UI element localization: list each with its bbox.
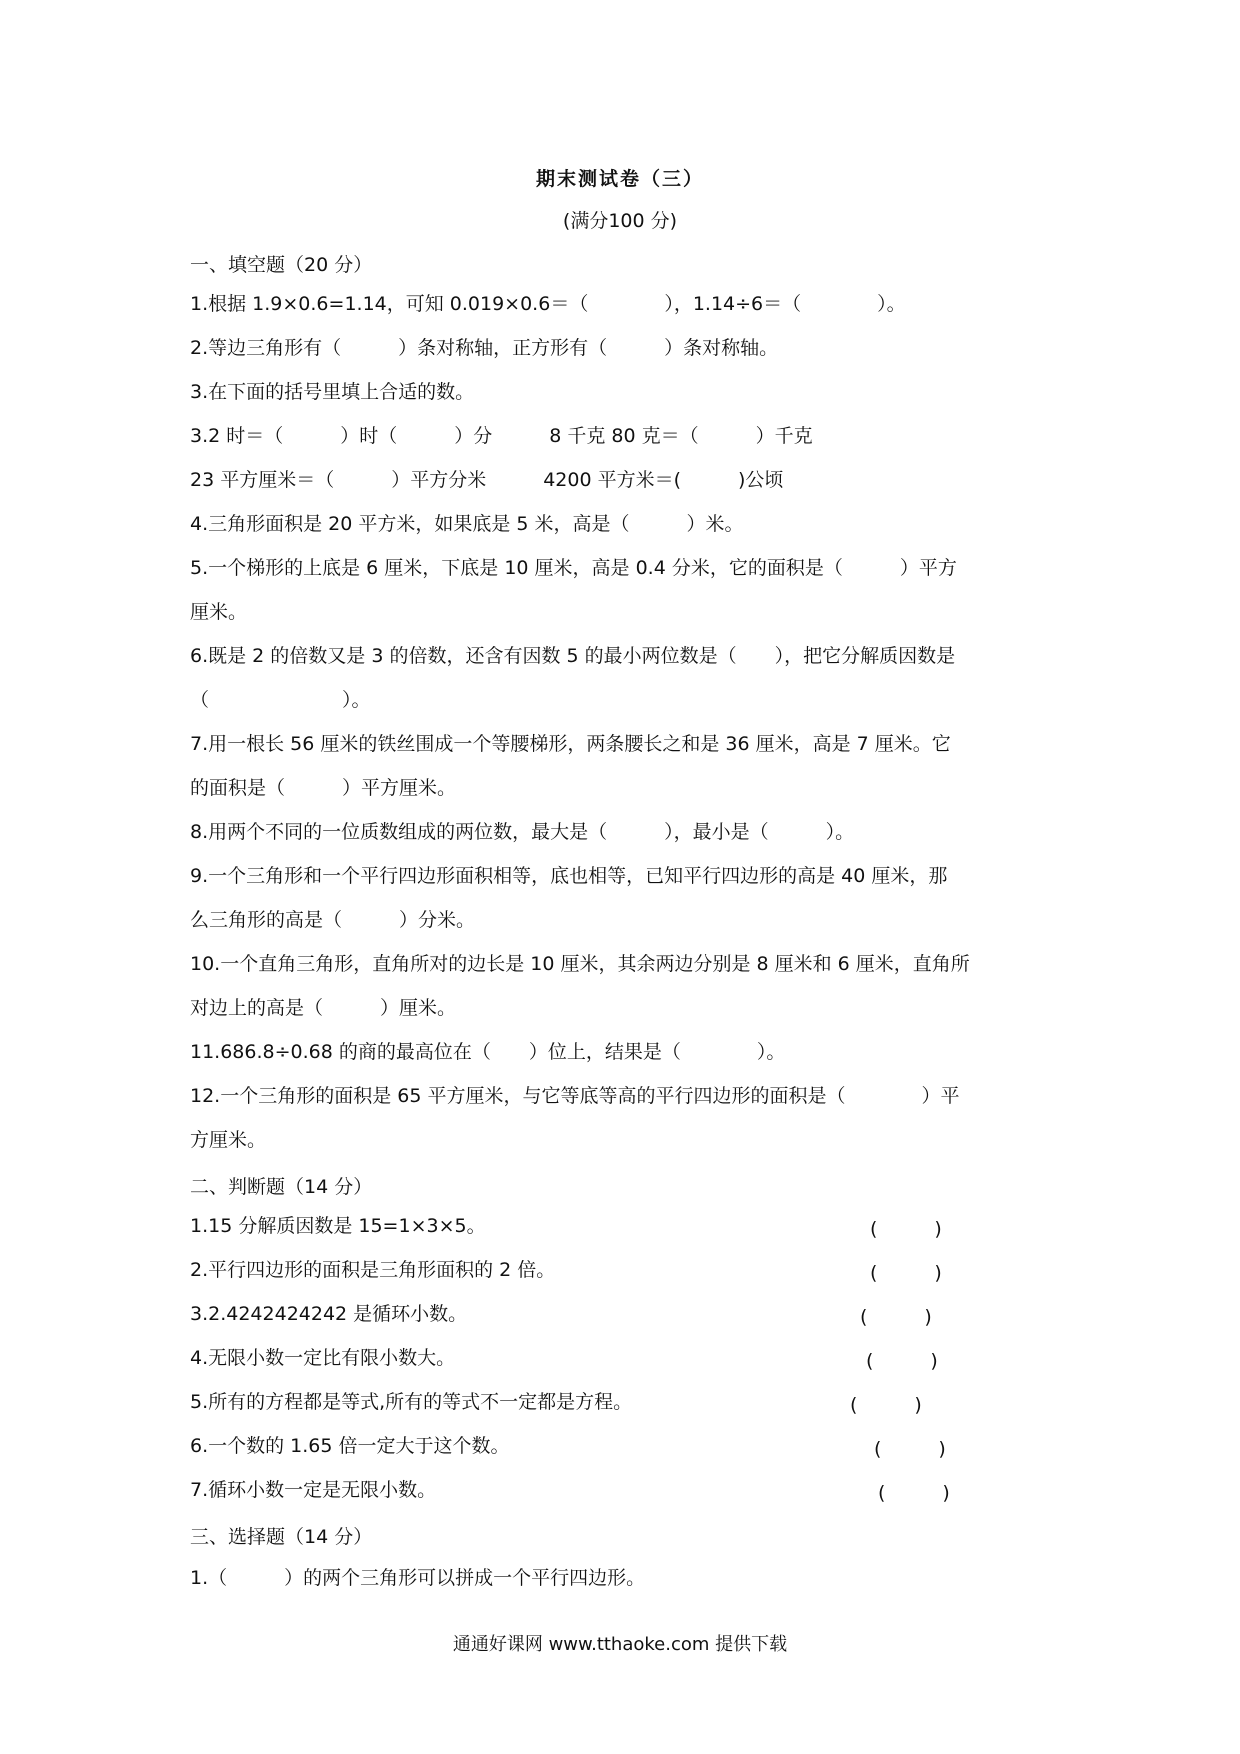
question-line: 9.一个三角形和一个平行四边形面积相等，底也相等，已知平行四边形的高是 40 厘米，那 bbox=[190, 865, 948, 887]
answer-paren: ( ) bbox=[860, 1306, 932, 1328]
section-heading-multiple-choice: 三、选择题（14 分） bbox=[190, 1526, 373, 1548]
page-subtitle: (满分100 分) bbox=[562, 210, 678, 232]
section-heading-true-false: 二、判断题（14 分） bbox=[190, 1176, 373, 1198]
question-line: 7.用一根长 56 厘米的铁丝围成一个等腰梯形，两条腰长之和是 36 厘米，高是 7 厘米。它 bbox=[190, 733, 951, 755]
question-line: 1.15 分解质因数是 15=1×3×5。 bbox=[190, 1215, 486, 1237]
question-line: 4.三角形面积是 20 平方米，如果底是 5 米，高是（ ）米。 bbox=[190, 513, 744, 535]
answer-paren: ( ) bbox=[878, 1482, 950, 1504]
question-line: 2.平行四边形的面积是三角形面积的 2 倍。 bbox=[190, 1259, 556, 1281]
question-line: 厘米。 bbox=[190, 601, 248, 623]
answer-paren: ( ) bbox=[866, 1350, 938, 1372]
page-title: 期末测试卷（三） bbox=[535, 168, 704, 190]
question-line: 11.686.8÷0.68 的商的最高位在（ ）位上，结果是（ ）。 bbox=[190, 1041, 786, 1063]
question-line: 的面积是（ ）平方厘米。 bbox=[190, 777, 457, 799]
question-line: 5.一个梯形的上底是 6 厘米，下底是 10 厘米，高是 0.4 分米，它的面积是（ ）平方 bbox=[190, 557, 957, 579]
answer-paren: ( ) bbox=[850, 1394, 922, 1416]
question-line: 1.根据 1.9×0.6=1.14，可知 0.019×0.6＝（ ），1.14÷6＝（ ）。 bbox=[190, 293, 906, 315]
section-heading-fill-blank: 一、填空题（20 分） bbox=[190, 254, 373, 276]
question-line: 8.用两个不同的一位质数组成的两位数，最大是（ ），最小是（ ）。 bbox=[190, 821, 855, 843]
footer: 通通好课网 www.tthaoke.com 提供下载 bbox=[452, 1634, 788, 1655]
question-line: 对边上的高是（ ）厘米。 bbox=[190, 997, 457, 1019]
answer-paren: ( ) bbox=[870, 1218, 942, 1240]
question-line: （ ）。 bbox=[190, 689, 371, 711]
question-line: 23 平方厘米＝（ ）平方分米 4200 平方米＝( )公顷 bbox=[190, 469, 784, 491]
question-line: 3.在下面的括号里填上合适的数。 bbox=[190, 381, 475, 403]
question-line: 3.2.4242424242 是循环小数。 bbox=[190, 1303, 468, 1325]
question-line: 3.2 时＝（ ）时（ ）分 8 千克 80 克＝（ ）千克 bbox=[190, 425, 813, 447]
question-line: 12.一个三角形的面积是 65 平方厘米，与它等底等高的平行四边形的面积是（ ）平 bbox=[190, 1085, 960, 1107]
question-line: 2.等边三角形有（ ）条对称轴，正方形有（ ）条对称轴。 bbox=[190, 337, 779, 359]
answer-paren: ( ) bbox=[874, 1438, 946, 1460]
question-line: 7.循环小数一定是无限小数。 bbox=[190, 1479, 437, 1501]
answer-paren: ( ) bbox=[870, 1262, 942, 1284]
question-line: 1.（ ）的两个三角形可以拼成一个平行四边形。 bbox=[190, 1567, 646, 1589]
question-line: 方厘米。 bbox=[190, 1129, 267, 1151]
question-line: 4.无限小数一定比有限小数大。 bbox=[190, 1347, 456, 1369]
question-line: 5.所有的方程都是等式,所有的等式不一定都是方程。 bbox=[190, 1391, 633, 1413]
question-line: 6.一个数的 1.65 倍一定大于这个数。 bbox=[190, 1435, 510, 1457]
question-line: 6.既是 2 的倍数又是 3 的倍数，还含有因数 5 的最小两位数是（ ），把它分解质因数是 bbox=[190, 645, 956, 667]
question-line: 10.一个直角三角形，直角所对的边长是 10 厘米，其余两边分别是 8 厘米和 6 厘米，直角所 bbox=[190, 953, 970, 975]
question-line: 么三角形的高是（ ）分米。 bbox=[190, 909, 476, 931]
